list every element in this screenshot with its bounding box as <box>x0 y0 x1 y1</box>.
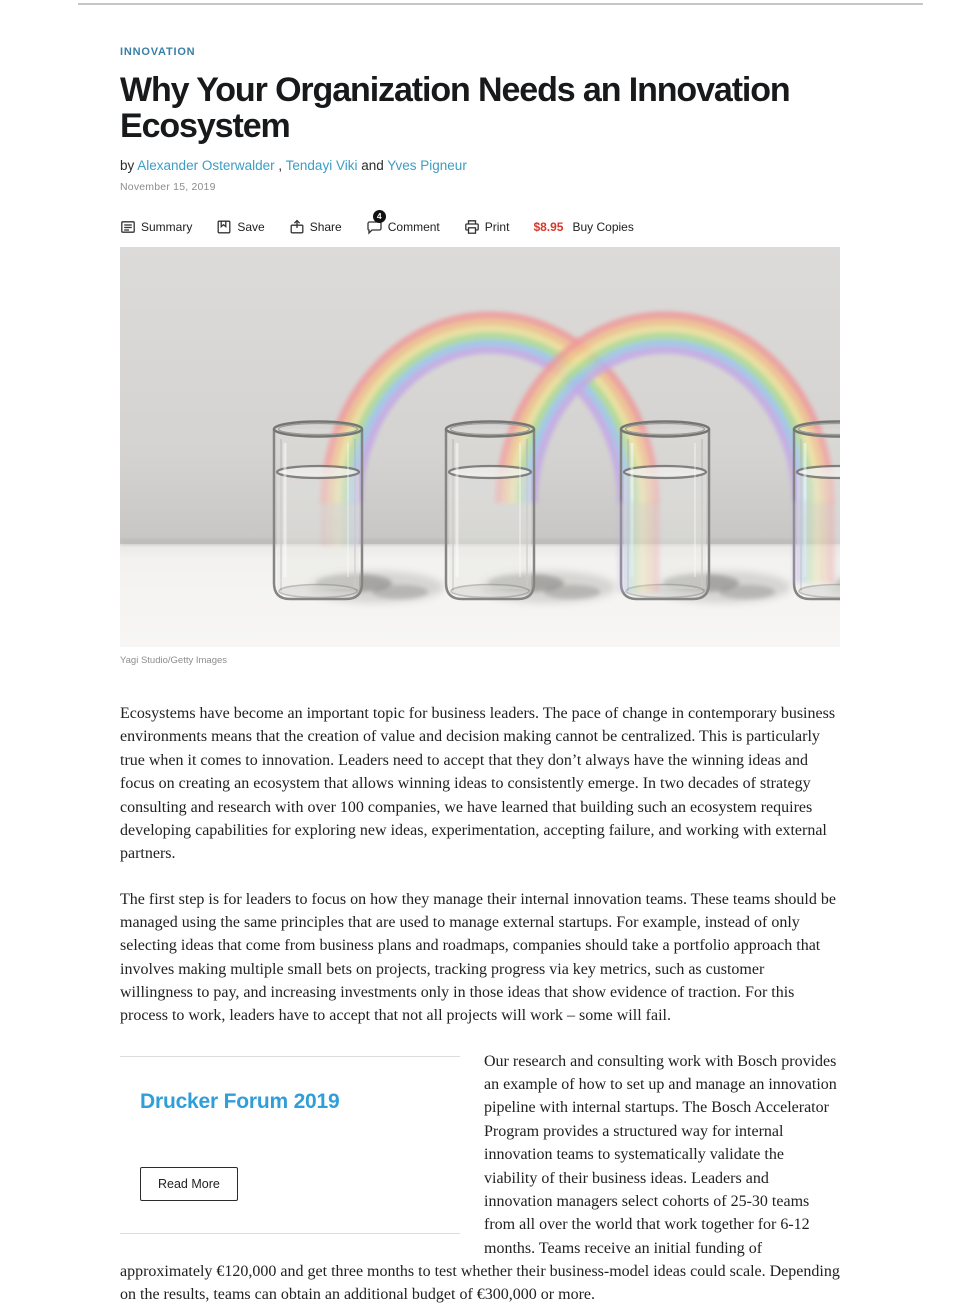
rainbow-refraction-glass-4 <box>796 501 831 583</box>
comment-label: Comment <box>387 220 440 235</box>
byline-prefix: by <box>120 158 135 174</box>
byline <box>120 158 840 173</box>
save-label: Save <box>237 220 265 235</box>
buy-copies-button[interactable] <box>533 220 633 234</box>
comment-button[interactable] <box>366 211 440 235</box>
glass-2 <box>446 422 534 600</box>
paragraph-3-text: Our research and consulting work with Bosch provides an example of how to set up and manage an innovation pipeline with internal startups. The Bosch Accelerator Program provides a structured way for internal innovation teams to systematically validate the viability of their business ideas. Leaders and innovation managers select cohorts of 25-30 teams from all over the world that work together for 6-12 months. Teams receive an initial funding of approximately €120,000 and get three months to test whether their business-model ideas could scale. Depending on the results, teams can obtain an additional budget of €300,000 or more. <box>120 1052 840 1304</box>
promo-title: Drucker Forum 2019 <box>140 1089 340 1113</box>
photo-credit: Yagi Studio/Getty Images <box>120 655 228 667</box>
author-link-1[interactable]: Alexander Osterwalder <box>137 158 275 174</box>
paragraph-3-block <box>120 1050 840 1307</box>
share-icon <box>289 219 305 235</box>
share-label: Share <box>309 220 342 235</box>
drucker-forum-box <box>120 1056 460 1234</box>
print-button[interactable] <box>464 219 510 235</box>
paragraph-1: Ecosystems have become an important topic for business leaders. The pace of change in contemporary business environments means that the creation of value and decision making cannot be centralized. This is particularly true when it comes to innovation. Leaders need to accept that they don’t always have the winning ideas and focus on creating an ecosystem that allows winning ideas to consistently emerge. In two decades of strategy consulting and research with over 100 companies, we have learned that building such an ecosystem requires developing capabilities for exploring new ideas, experimentation, accepting failure, and working with external partners. <box>120 705 836 863</box>
summary-icon <box>120 219 136 235</box>
article-title: Why Your Organization Needs an Innovation Ecosystem <box>120 71 790 146</box>
save-button[interactable] <box>216 219 264 235</box>
glass-1 <box>274 422 362 600</box>
hero-figure <box>120 247 840 666</box>
hero-image <box>120 247 840 647</box>
byline-separator-1: , <box>278 158 283 174</box>
summary-label: Summary <box>141 220 193 235</box>
read-more-button[interactable]: Read More <box>140 1167 238 1201</box>
author-link-2[interactable]: Tendayi Viki <box>285 158 358 174</box>
article-toolbar <box>120 211 840 235</box>
article-body <box>120 702 840 1307</box>
author-link-3[interactable]: Yves Pigneur <box>387 158 467 174</box>
publish-date: November 15, 2019 <box>120 181 216 194</box>
print-label: Print <box>484 220 510 235</box>
byline-separator-2: and <box>361 158 384 174</box>
summary-button[interactable] <box>120 219 192 235</box>
paragraph-2: The first step is for leaders to focus on how they manage their internal innovation teams. These teams should be managed using the same principles that are used to manage external startups. For example, instead of only selecting ideas that come from business plans and roadmaps, companies should take a portfolio approach that involves making multiple small bets on projects, tracking progress via key metrics, such as customer willingness to pay, and increasing investments only in those ideas that show evidence of traction. For this process to work, leaders have to accept that not all projects will work – some will fail. <box>120 890 836 1025</box>
rainbow-refraction-glass-3 <box>621 501 656 593</box>
share-button[interactable] <box>289 219 342 235</box>
article-container <box>120 0 840 1307</box>
save-icon <box>216 219 232 235</box>
buy-copies-price: $8.95 <box>533 220 564 235</box>
buy-copies-label: Buy Copies <box>572 220 634 235</box>
category-link[interactable]: INNOVATION <box>120 46 196 58</box>
print-icon <box>464 219 480 235</box>
comment-count-badge: 4 <box>373 210 386 223</box>
